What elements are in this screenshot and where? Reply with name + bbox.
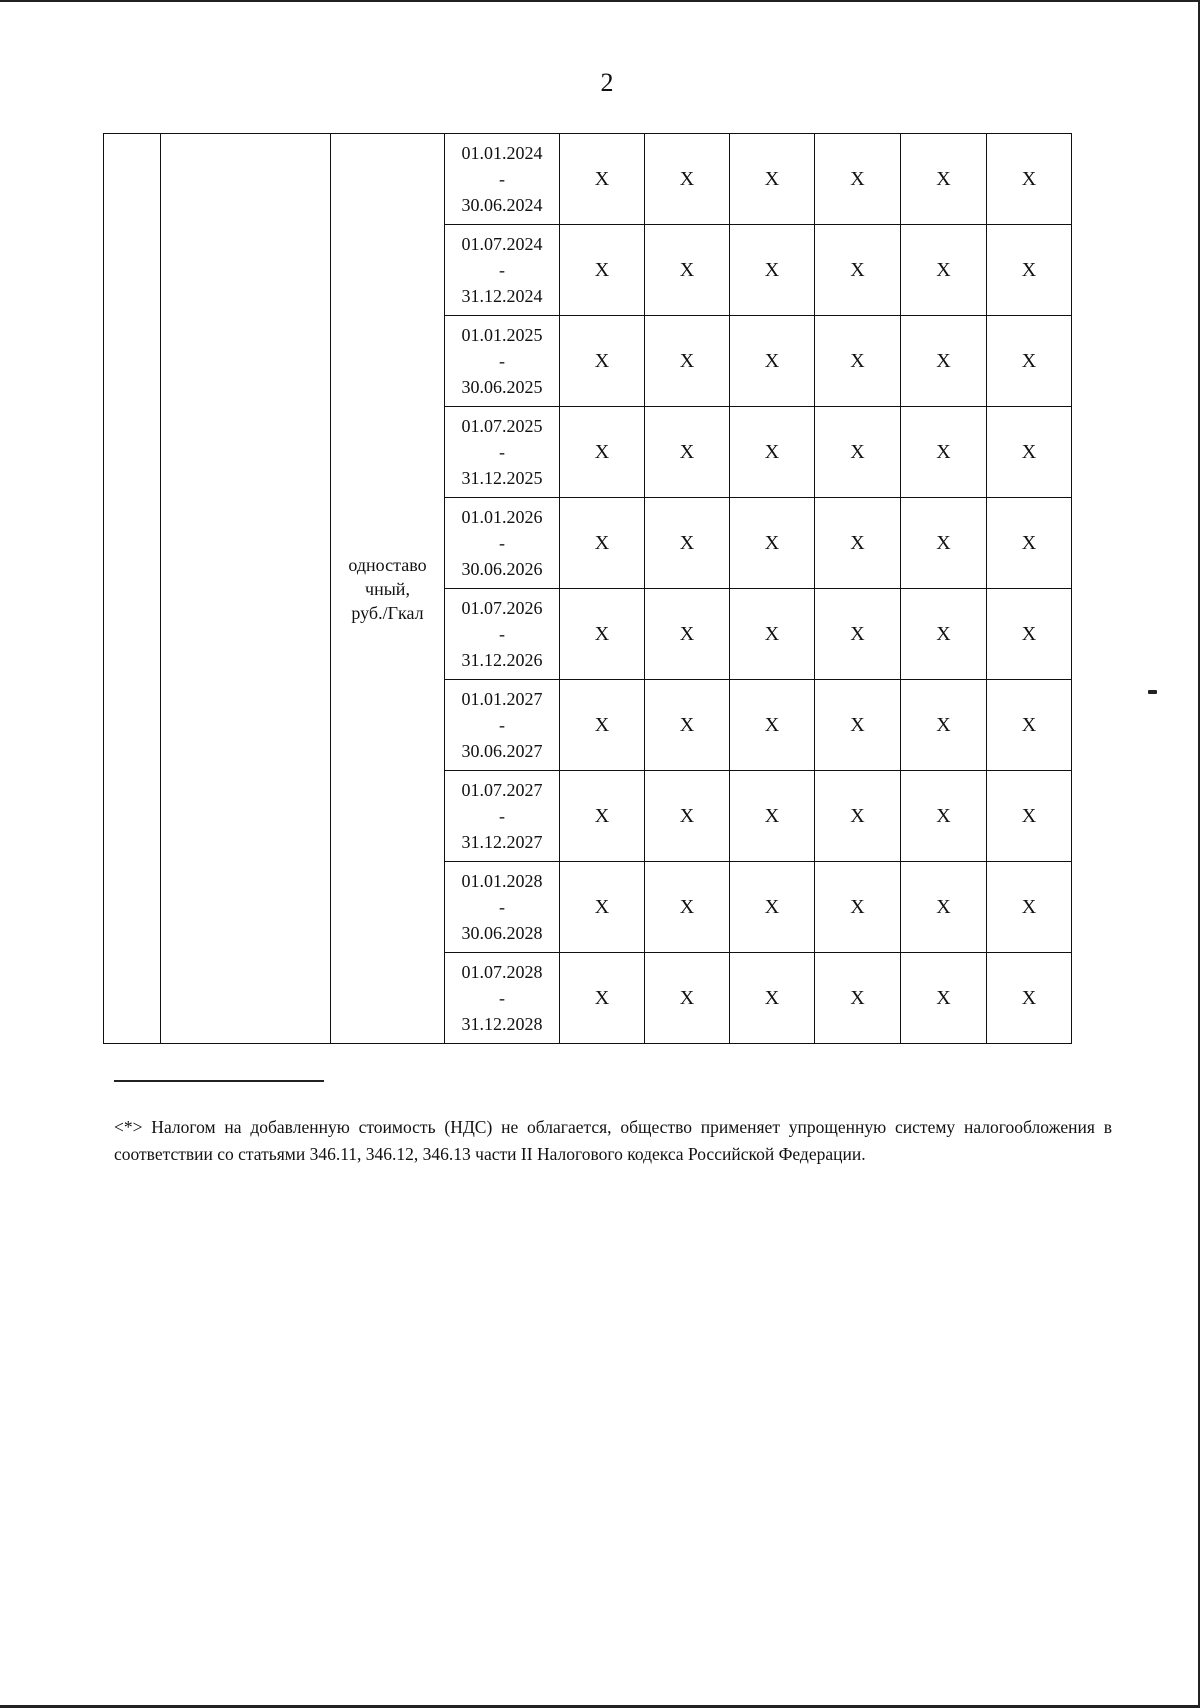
not-applicable-mark: X: [645, 316, 730, 407]
period-cell: [445, 407, 560, 498]
not-applicable-mark: X: [815, 407, 901, 498]
period-to: 31.12.2028: [461, 1014, 543, 1034]
period-dash: -: [499, 715, 505, 735]
not-applicable-mark: X: [815, 589, 901, 680]
not-applicable-mark: X: [560, 771, 645, 862]
empty-number-cell: [104, 134, 161, 1044]
not-applicable-mark: X: [560, 498, 645, 589]
period-cell: [445, 134, 560, 225]
period-dash: -: [499, 169, 505, 189]
not-applicable-mark: X: [730, 407, 815, 498]
not-applicable-mark: X: [560, 862, 645, 953]
period-from: 01.07.2027: [461, 780, 543, 800]
not-applicable-mark: X: [901, 953, 987, 1044]
not-applicable-mark: X: [560, 953, 645, 1044]
period-dash: -: [499, 351, 505, 371]
period-from: 01.07.2026: [461, 598, 543, 618]
not-applicable-mark: X: [730, 316, 815, 407]
not-applicable-mark: X: [730, 498, 815, 589]
period-to: 30.06.2027: [461, 741, 543, 761]
period-from: 01.01.2025: [461, 325, 543, 345]
margin-mark: [1148, 690, 1157, 694]
period-to: 31.12.2026: [461, 650, 543, 670]
period-dash: -: [499, 897, 505, 917]
tariff-table-body: [104, 134, 1072, 1044]
empty-name-cell: [161, 134, 331, 1044]
period-to: 30.06.2024: [461, 195, 543, 215]
period-dash: -: [499, 533, 505, 553]
period-cell: [445, 498, 560, 589]
not-applicable-mark: X: [901, 862, 987, 953]
not-applicable-mark: X: [901, 134, 987, 225]
table-row: [104, 134, 1072, 225]
period-to: 31.12.2027: [461, 832, 543, 852]
period-from: 01.07.2025: [461, 416, 543, 436]
tariff-table: [103, 133, 1072, 1044]
not-applicable-mark: X: [815, 680, 901, 771]
period-dash: -: [499, 442, 505, 462]
not-applicable-mark: X: [815, 225, 901, 316]
period-to: 30.06.2028: [461, 923, 543, 943]
period-cell: [445, 316, 560, 407]
not-applicable-mark: X: [730, 862, 815, 953]
not-applicable-mark: X: [901, 498, 987, 589]
not-applicable-mark: X: [730, 134, 815, 225]
not-applicable-mark: X: [987, 498, 1072, 589]
not-applicable-mark: X: [815, 953, 901, 1044]
not-applicable-mark: X: [560, 316, 645, 407]
not-applicable-mark: X: [815, 134, 901, 225]
not-applicable-mark: X: [645, 134, 730, 225]
not-applicable-mark: X: [645, 589, 730, 680]
not-applicable-mark: X: [815, 316, 901, 407]
not-applicable-mark: X: [987, 589, 1072, 680]
period-dash: -: [499, 260, 505, 280]
not-applicable-mark: X: [645, 862, 730, 953]
period-cell: [445, 225, 560, 316]
not-applicable-mark: X: [645, 771, 730, 862]
period-to: 31.12.2024: [461, 286, 543, 306]
period-cell: [445, 953, 560, 1044]
not-applicable-mark: X: [901, 680, 987, 771]
period-cell: [445, 771, 560, 862]
not-applicable-mark: X: [560, 134, 645, 225]
not-applicable-mark: X: [560, 407, 645, 498]
not-applicable-mark: X: [901, 225, 987, 316]
not-applicable-mark: X: [987, 953, 1072, 1044]
not-applicable-mark: X: [987, 225, 1072, 316]
not-applicable-mark: X: [815, 771, 901, 862]
page-edge-top: [0, 0, 1200, 2]
tariff-unit-cell: одноставо чный, руб./Гкал: [331, 134, 445, 1044]
not-applicable-mark: X: [987, 316, 1072, 407]
not-applicable-mark: X: [730, 953, 815, 1044]
not-applicable-mark: X: [730, 680, 815, 771]
not-applicable-mark: X: [645, 953, 730, 1044]
not-applicable-mark: X: [901, 316, 987, 407]
not-applicable-mark: X: [901, 771, 987, 862]
not-applicable-mark: X: [987, 771, 1072, 862]
period-cell: [445, 680, 560, 771]
not-applicable-mark: X: [560, 225, 645, 316]
footnote-rule: [114, 1080, 324, 1082]
period-cell: [445, 862, 560, 953]
not-applicable-mark: X: [645, 225, 730, 316]
not-applicable-mark: X: [815, 498, 901, 589]
period-dash: -: [499, 624, 505, 644]
not-applicable-mark: X: [815, 862, 901, 953]
period-from: 01.07.2028: [461, 962, 543, 982]
not-applicable-mark: X: [730, 589, 815, 680]
period-from: 01.01.2024: [461, 143, 543, 163]
period-from: 01.01.2026: [461, 507, 543, 527]
period-dash: -: [499, 988, 505, 1008]
not-applicable-mark: X: [987, 134, 1072, 225]
not-applicable-mark: X: [901, 407, 987, 498]
not-applicable-mark: X: [987, 680, 1072, 771]
not-applicable-mark: X: [901, 589, 987, 680]
not-applicable-mark: X: [560, 680, 645, 771]
footnote-text: <*> Налогом на добавленную стоимость (НДС) не облагается, общество применяет упрощенную систему налогообложения в соответствии со статьями 346.11, 346.12, 346.13 части II Налогового кодекса Российской Федерации.: [114, 1117, 1112, 1164]
page-number: 2: [600, 68, 614, 97]
period-from: 01.01.2028: [461, 871, 543, 891]
not-applicable-mark: X: [645, 680, 730, 771]
not-applicable-mark: X: [987, 407, 1072, 498]
period-to: 30.06.2026: [461, 559, 543, 579]
period-from: 01.01.2027: [461, 689, 543, 709]
not-applicable-mark: X: [730, 771, 815, 862]
period-from: 01.07.2024: [461, 234, 543, 254]
not-applicable-mark: X: [645, 498, 730, 589]
not-applicable-mark: X: [987, 862, 1072, 953]
period-to: 31.12.2025: [461, 468, 543, 488]
not-applicable-mark: X: [645, 407, 730, 498]
period-to: 30.06.2025: [461, 377, 543, 397]
period-cell: [445, 589, 560, 680]
not-applicable-mark: X: [730, 225, 815, 316]
not-applicable-mark: X: [560, 589, 645, 680]
period-dash: -: [499, 806, 505, 826]
